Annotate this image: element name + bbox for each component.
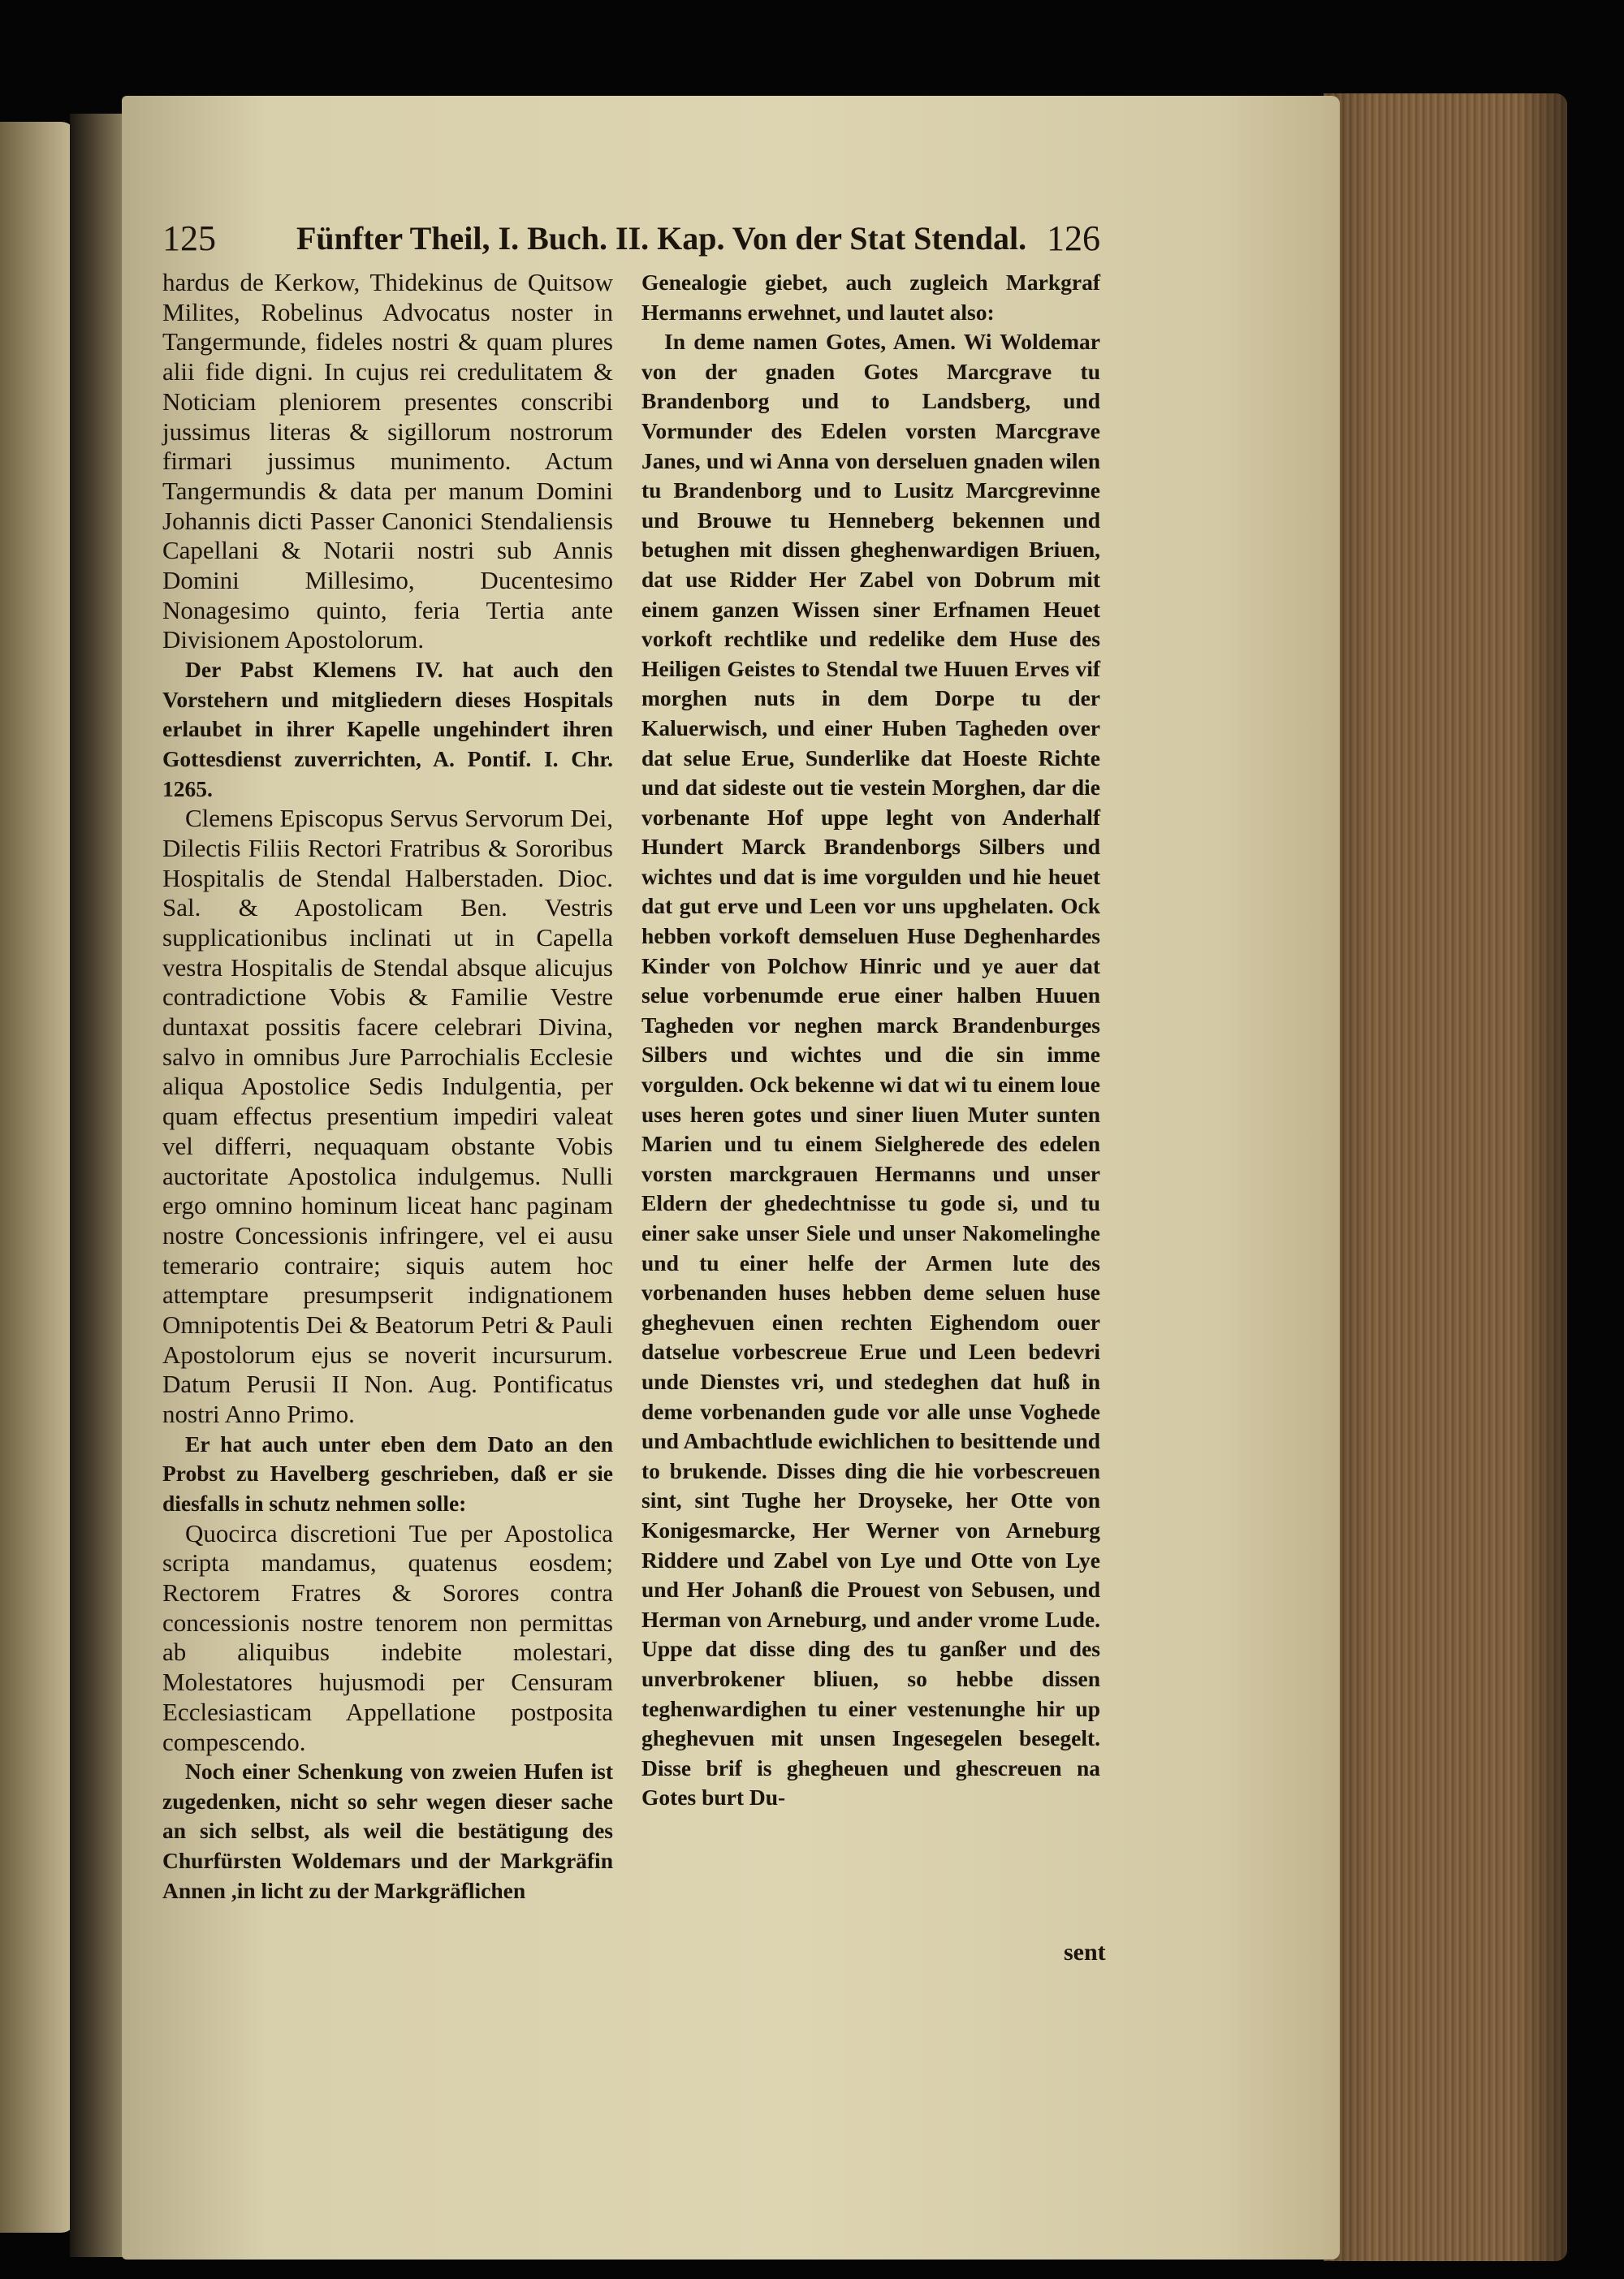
text-block-edge bbox=[1324, 93, 1567, 2261]
havelberg-letter-paragraph: Quocirca discretioni Tue per Apostolica scripta mandamus, quatenus eosdem; Rectorem Fratres & Sorores contra concessionis nostre tenorem non permittas ab aliquibus indebite molestari, Molestatores hujusmodi per Censuram Ecclesiasticam Appellatione postposita compescendo. bbox=[162, 1518, 613, 1756]
havelberg-summary-paragraph: Er hat auch unter eben dem Dato an den Probst zu Havelberg geschrieben, daß er sie diesfalls in schutz nehmen solle: bbox=[162, 1431, 613, 1517]
donation-intro-paragraph: Noch einer Schenkung von zweien Hufen ist zugedenken, nicht so sehr wegen dieser sache an sich selbst, als weil die bestätigung des Churfürsten Woldemars und der Markgräfin Annen ,in licht zu der Markgräflichen bbox=[162, 1759, 613, 1903]
page-number-right: 126 bbox=[1047, 218, 1100, 258]
facing-page-edge bbox=[0, 122, 77, 2233]
page-header bbox=[158, 218, 1100, 266]
right-text-column bbox=[641, 268, 1100, 1813]
catchword: sent bbox=[1064, 1939, 1106, 1966]
book-gutter bbox=[70, 114, 127, 2257]
woldemar-charter-paragraph: In deme namen Gotes, Amen. Wi Woldemar von der gnaden Gotes Marcgrave tu Brandenborg und to Landsberg, und Vormunder des Edelen vorsten Marcgrave Janes, und wi Anna von derseluen gnaden wilen tu Brandenborg und to Lusitz Marcgrevinne und Brouwe tu Henneberg bekennen und betughen mit dissen gheghenwardigen Briuen, dat use Ridder Her Zabel von Dobrum mit einem ganzen Wissen siner Erfnamen Heuet vorkoft rechtlike und redelike dem Huse des Heiligen Geistes to Stendal twe Huuen Erves vif morghen nuts in dem Dorpe tu der Kaluerwisch, und einer Huben Tagheden over dat selue Erue, Sunderlike dat Hoeste Richte und dat sideste out tie vestein Morghen, dar die vorbenante Hof uppe leght von Anderhalf Hundert Marck Brandenborgs Silbers und wichtes und dat is ime vorgulden und hie heuet dat gut erve und Leen vor uns upghelaten. Ock hebben vorkoft demseluen Huse Deghenhardes Kinder von Polchow Hinric und ye auer dat selue vorbenumde erue einer halben Huuen Tagheden vor neghen marck Brandenburges Silbers und wichtes und die sin imme vorgulden. Ock bekenne wi dat wi tu einem loue uses heren gotes und siner liuen Muter sunten Marien und tu einem Sielgherede des edelen vorsten marckgrauen Hermanns und unser Eldern der ghedechtnisse tu gode si, und tu einer sake unser Siele und unser Nakomelinghe und tu einer helfe der Armen lute des vorbenanden huses hebben deme seluen huse gheghevuen einen rechten Eighendom ouer datselue vorbescreue Erue und Leen bedevri unde Dienstes vri, und stedeghen dat huß in deme vorbenanden gude vor alle unse Voghede und Ambachtlude ewichlichen to besittende und to brukende. Disses ding die hie vorbescreuen sint, sint Tughe her Droyseke, her Otte von Konigesmarcke, Her Werner von Arneburg Riddere und Zabel von Lye und Otte von Lye und Her Johanß die Prouest von Sebusen, und Herman von Arneburg, und ander vrome Lude. Uppe dat disse ding des tu ganßer und des unverbrokener bliuen, so hebbe dissen teghenwardighen tu einer vestenunghe hir up gheghevuen mit unsen Ingesegelen besegelt. Disse brif is ghegheuen und ghescreuen na Gotes burt Du- bbox=[641, 329, 1100, 1811]
running-title: Fünfter Theil, I. Buch. II. Kap. Von der Stat Stendal. bbox=[296, 220, 1027, 257]
genealogy-intro-paragraph: Genealogie giebet, auch zugleich Markgraf Hermanns erwehnet, und lautet also: bbox=[641, 270, 1100, 325]
clemens-summary-paragraph: Der Pabst Klemens IV. hat auch den Vorstehern und mitgliedern dieses Hospitals erlaubet in ihrer Kapelle ungehindert ihren Gottesdienst zuverrichten, A. Pontif. I. Chr. 1265. bbox=[162, 657, 613, 801]
charter-ending-paragraph: hardus de Kerkow, Thidekinus de Quitsow Milites, Robelinus Advocatus noster in Tangermunde, fideles nostri & quam plures alii fide digni. In cujus rei credulitatem & Noticiam pleniorem presentes conscribi jussimus literas & sigillorum nostrorum firmari jussimus munimento. Actum Tangermundis & data per manum Domini Johannis dicti Passer Canonici Stendaliensis Capellani & Notarii nostri sub Annis Domini Millesimo, Ducentesimo Nonagesimo quinto, feria Tertia ante Divisionem Apostolorum. bbox=[162, 268, 613, 654]
left-text-column bbox=[162, 268, 613, 1906]
clemens-bull-paragraph: Clemens Episcopus Servus Servorum Dei, Dilectis Filiis Rectori Fratribus & Sororibus Hospitalis de Stendal Halberstaden. Dioc. Sal. & Apostolicam Ben. Vestris supplicationibus inclinati ut in Capella vestra Hospitalis de Stendal absque alicujus contradictione Vobis & Familie Vestre duntaxat possitis facere celebrari Divina, salvo in omnibus Jure Parrochialis Ecclesie aliqua Apostolice Sedis Indulgentia, per quam effectus presentium impediri valeat vel differri, nequaquam obstante Vobis auctoritate Apostolica indulgemus. Nulli ergo omnino hominum liceat hanc paginam nostre Concessionis infringere, vel ei ausu temerario contraire; siquis autem hoc attemptare presumpserit indignationem Omnipotentis Dei & Beatorum Petri & Pauli Apostolorum ejus se noverit incursurum. Datum Perusii II Non. Aug. Pontificatus nostri Anno Primo. bbox=[162, 804, 613, 1429]
page-number-left: 125 bbox=[162, 218, 216, 258]
